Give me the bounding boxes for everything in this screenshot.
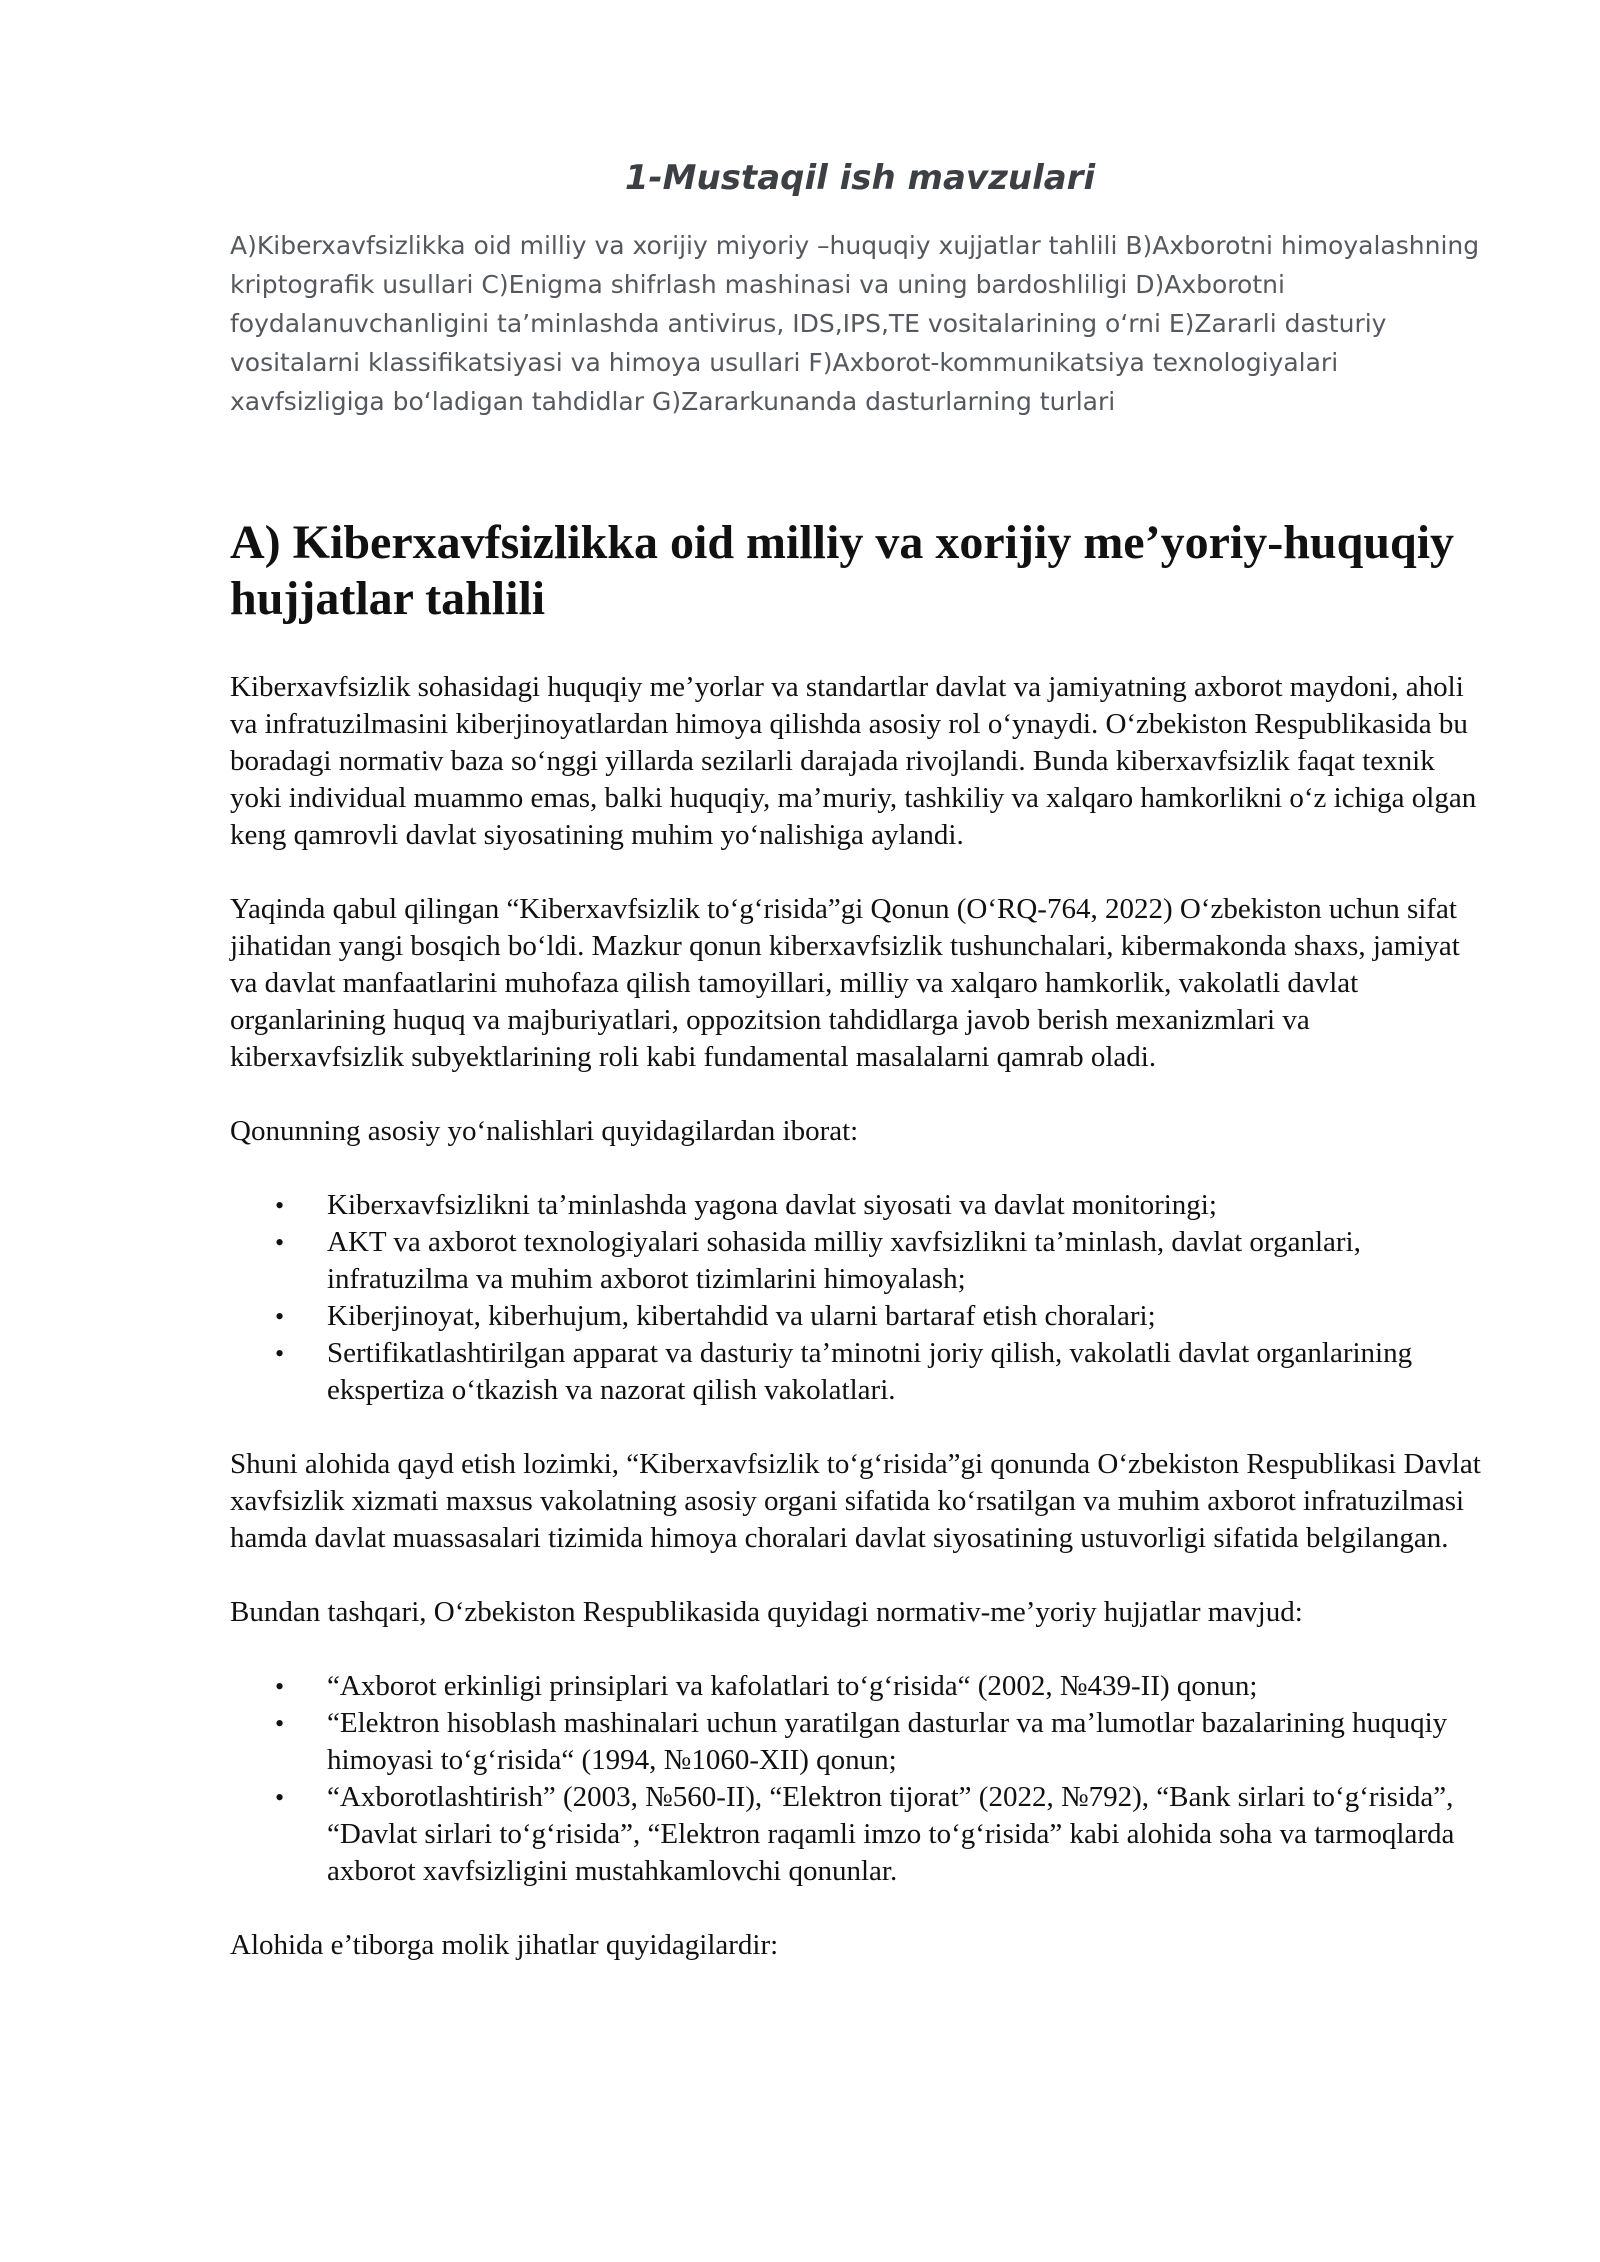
section-content (230, 515, 1490, 2001)
section-heading: A) Kiberxavfsizlikka oid milliy va xorijiy me’yoriy-huquqiy hujjatlar tahlili (230, 516, 1455, 625)
paragraph: Shuni alohida qayd etish lozimki, “Kiberxavfsizlik to‘g‘risida”gi qonunda O‘zbekiston Respublikasi Davlat xavfsizlik xizmati maxsus vakolatning asosiy organi sifatida ko‘rsatilgan va muhim axborot infratuzilmasi hamda davlat muassasalari tizimida himoya choralari davlat siyosatining ustuvorligi sifatida belgilangan. (230, 1448, 1481, 1554)
list-item-text: AKT va axborot texnologiyalari sohasida milliy xavfsizlikni ta’minlash, davlat organlari, infratuzilma va muhim axborot tizimlarini himoyalash; (327, 1226, 1361, 1295)
bullet-icon: • (275, 1191, 285, 1220)
paragraph: Yaqinda qabul qilingan “Kiberxavfsizlik to‘g‘risida”gi Qonun (O‘RQ-764, 2022) O‘zbekiston uchun sifat jihatidan yangi bosqich bo‘ldi. Mazkur qonun kiberxavfsizlik tushunchalari, kibermakonda shaxs, jamiyat va davlat manfaatlarini muhofaza qilish tamoyillari, milliy va xalqaro hamkorlik, vakolatli davlat organlarining huquq va majburiyatlari, oppozitsion tahdidlarga javob berish mexanizmlari va kiberxavfsizlik subyektlarining roli kabi fundamental masalalarni qamrab oladi. (230, 893, 1460, 1073)
list-item (275, 1298, 1490, 1335)
normative-documents-list (230, 1668, 1490, 1890)
bullet-icon: • (275, 1783, 285, 1812)
topic-item: E)Zararli dasturiy vositalarni klassifikatsiyasi va himoya usullari (230, 309, 1387, 377)
list-item-text: Sertifikatlashtirilgan apparat va dasturiy ta’minotni joriy qilish, vakolatli davlat organlarining ekspertiza o‘tkazish va nazorat qilish vakolatlari. (327, 1337, 1413, 1406)
paragraph: Bundan tashqari, O‘zbekiston Respublikasida quyidagi normativ-me’yoriy hujjatlar mavjud: (230, 1596, 1303, 1628)
list-item (275, 1187, 1490, 1224)
list-item (275, 1779, 1490, 1890)
bullet-icon: • (275, 1302, 285, 1331)
topic-item: G)Zararkunanda dasturlarning turlari (651, 387, 1116, 416)
list-item-text: Kiberjinoyat, kiberhujum, kibertahdid va ularni bartaraf etish choralari; (327, 1300, 1156, 1332)
bullet-icon: • (275, 1709, 285, 1738)
list-item (275, 1668, 1490, 1705)
topics-title: 1-Mustaqil ish mavzulari (624, 158, 1096, 198)
law-directions-list (230, 1187, 1490, 1409)
list-item-text: “Axborot erkinligi prinsiplari va kafolatlari to‘g‘risida“ (2002, №439-II) qonun; (327, 1670, 1258, 1702)
topic-item: B)Axborotni himoyalashning kriptografik usullari (230, 231, 1480, 299)
paragraph: Alohida e’tiborga molik jihatlar quyidagilardir: (230, 1929, 779, 1961)
topic-item: F)Axborot-kommunikatsiya texnologiyalari xavfsizligiga bo‘ladigan tahdidlar (230, 348, 1339, 416)
topics-list (230, 226, 1490, 421)
paragraph: Kiberxavfsizlik sohasidagi huquqiy me’yorlar va standartlar davlat va jamiyatning axborot maydoni, aholi va infratuzilmasini kiberjinoyatlardan himoya qilishda asosiy rol o‘ynaydi. O‘zbekiston Respublikasida bu boradagi normativ baza so‘nggi yillarda sezilarli darajada rivojlandi. Bunda kiberxavfsizlik faqat texnik yoki individual muammo emas, balki huquqiy, ma’muriy, tashkiliy va xalqaro hamkorlikni o‘z ichiga olgan keng qamrovli davlat siyosatining muhim yo‘nalishiga aylandi. (230, 671, 1477, 851)
list-item (275, 1224, 1490, 1298)
topic-item: A)Kiberxavfsizlikka oid milliy va xorijiy miyoriy –huquqiy xujjatlar tahlili (230, 231, 1118, 260)
bullet-icon: • (275, 1339, 285, 1368)
list-item-text: “Elektron hisoblash mashinalari uchun yaratilgan dasturlar va ma’lumotlar bazalarining huquqiy himoyasi to‘g‘risida“ (1994, №1060-XII) qonun; (327, 1707, 1448, 1776)
list-item (275, 1335, 1490, 1409)
list-item-text: “Axborotlashtirish” (2003, №560-II), “Elektron tijorat” (2022, №792), “Bank sirlari to‘g‘risida”, “Davlat sirlari to‘g‘risida”, “Elektron raqamli imzo to‘g‘risida” kabi alohida soha va tarmoqlarda axborot xavfsizligini mustahkamlovchi qonunlar. (327, 1781, 1455, 1887)
paragraph: Qonunning asosiy yo‘nalishlari quyidagilardan iborat: (230, 1115, 859, 1147)
list-item-text: Kiberxavfsizlikni ta’minlashda yagona davlat siyosati va davlat monitoringi; (327, 1189, 1217, 1221)
topic-item: D)Axborotni foydalanuvchanligini ta’minlashda antivirus, IDS,IPS,TE vositalarining o‘rni (230, 270, 1285, 338)
bullet-icon: • (275, 1228, 285, 1257)
bullet-icon: • (275, 1672, 285, 1701)
list-item (275, 1705, 1490, 1779)
topic-item: C)Enigma shifrlash mashinasi va uning bardoshliligi (481, 270, 1128, 299)
